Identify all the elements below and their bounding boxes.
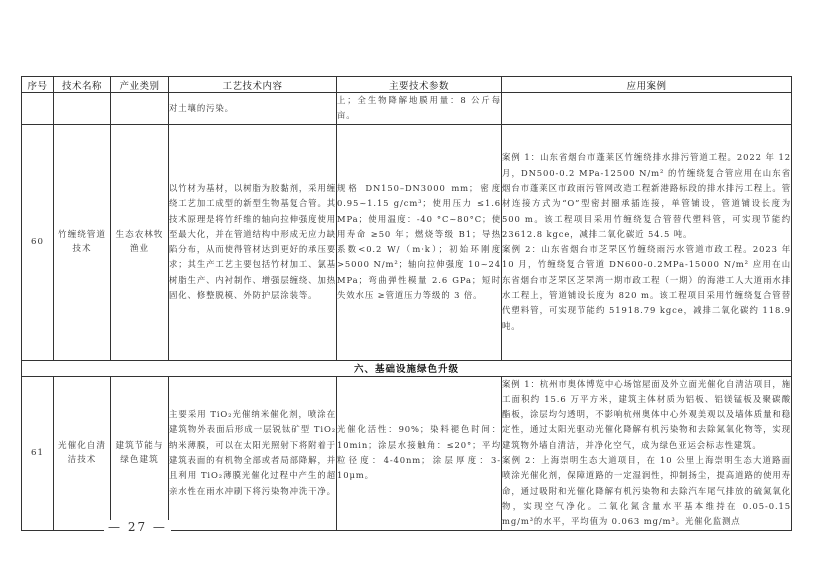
cell-params: 光催化活性：90%；染料褪色时间：10min；涂层水接触角：≤20°；平均粒径度：4-40nm；涂层厚度：3-10μm。 — [337, 376, 502, 530]
header-tech-name: 技术名称 — [54, 77, 111, 93]
cell-process: 对土壤的污染。 — [169, 93, 337, 125]
header-cases: 应用案例 — [502, 77, 792, 93]
cell-no: 60 — [22, 124, 54, 360]
header-params: 主要技术参数 — [337, 77, 502, 93]
page-number: — 27 — — [104, 520, 171, 534]
cell-cases — [502, 124, 792, 360]
cell-params: 规格 DN150–DN3000 mm；密度 0.95~1.15 g/cm³；使用压力 ≤1.6 MPa；使用温度：-40 °C~80°C；使用寿命 ≥50 年；燃烧等级 B1；导热系数<0.2 W/（m·k）；初始环刚度 >5000 N/m²；轴向拉伸强度 10~24 MPa；弯曲弹性模量 2.6 GPa；短时失效水压 ≥管道压力等级的 3 倍。 — [337, 124, 502, 360]
cell-cases — [502, 376, 792, 530]
case-2: 案例 2：山东省烟台市芝罘区竹缠绕雨污水管道市政工程。2023 年 10 月，竹缠绕复合管道 DN600-0.2MPa-15000 N/m² 应用在山东省烟台市芝罘区芝罘湾一期市政工程（一期）的海港工人大道雨水排水工程上，管道铺设长度为 820 m。该工程项目采用竹缠绕复合管替代塑料管，可实现节能约 51918.79 kgce，减排二氧化碳约 118.9 吨。 — [502, 244, 791, 331]
cell-industry: 生态农林牧渔业 — [111, 124, 169, 360]
cell-process: 以竹材为基材，以树脂为胶黏剂，采用缠绕工艺加工成型的新型生物基复合管。其技术原理是将竹纤维的轴向拉伸强度使用至最大化，并在管道结构中形成无应力缺陷分布，从而使得管材达到更好的承压要求；其生产工艺主要包括竹材加工、氯基树脂生产、内衬制作、增强层缠绕、加热固化、修整脱模、外防护层涂装等。 — [169, 124, 337, 360]
table-row-61 — [22, 376, 792, 530]
cell-no — [22, 93, 54, 125]
cell-industry: 建筑节能与绿色建筑 — [111, 376, 169, 530]
section-header-row — [22, 360, 792, 376]
header-industry: 产业类别 — [111, 77, 169, 93]
header-no: 序号 — [22, 77, 54, 93]
table-row-continued — [22, 93, 792, 125]
cell-process: 主要采用 TiO₂光催纳米催化剂，喷涂在建筑物外表面后形成一层锐钛矿型 TiO₂纳米薄膜，可以在太阳光照射下将附着于建筑表面的有机物全部或者局部降解，并且利用 TiO₂薄膜光催化过程中产生的超亲水性在雨水冲刷下将污染物冲洗干净。 — [169, 376, 337, 530]
header-process: 工艺技术内容 — [169, 77, 337, 93]
cell-no: 61 — [22, 376, 54, 530]
technology-table — [21, 76, 792, 531]
cell-name: 竹缠绕管道技术 — [54, 124, 111, 360]
cell-industry — [111, 93, 169, 125]
section-title: 六、基础设施绿色升级 — [22, 360, 792, 376]
case-1: 案例 1：山东省烟台市蓬莱区竹缠绕排水排污管道工程。2022 年 12 月，DN500-0.2 MPa-12500 N/m² 的竹缠绕复合管应用在山东省烟台市蓬莱区市政雨污管网改造工程新港路标段的排水排污工程上。管材连接方式为“O”型密封圈承插连接，单管铺设，管道铺设长度为 500 m。该工程项目采用竹缠绕复合管替代塑料管，可实现节能约 23612.8 kgce，减排二氧化碳近 54.5 吨。 — [502, 152, 791, 239]
cell-params: 上；全生物降解地膜用量：8 公斤每亩。 — [337, 93, 502, 125]
cell-name — [54, 93, 111, 125]
case-2: 案例 2：上海崇明生态大道项目，在 10 公里上海崇明生态大道路面喷涂光催化剂，保障道路的一定湿润性，抑制扬尘，提高道路的使用寿命，通过吸附和光催化降解有机污染物和去除汽车尾气排放的硫氮氧化物，实现空气净化。二氧化氮含量水平基本维持在 0.05-0.15 mg/m³的水平，平均值为 0.063 mg/m³。光催化监测点 — [502, 455, 791, 527]
cell-name: 光催化自清洁技术 — [54, 376, 111, 530]
case-1: 案例 1：杭州市奥体博览中心场馆屋面及外立面光催化自清洁项目，施工面积约 15.6 万平方米，建筑主体材质为铝板、铝镁锰板及聚碳酸酯板，涂层均匀透明，不影响杭州奥体中心外观美观以及墙体质量和稳定性，通过太阳光驱动光催化降解有机污染物和去除氮氧化物等，实现建筑物外墙自清洁，并净化空气，成为绿色亚运会标志性建筑。 — [502, 378, 791, 450]
cell-cases — [502, 93, 792, 125]
table-row-60 — [22, 124, 792, 360]
table-header-row — [22, 77, 792, 93]
